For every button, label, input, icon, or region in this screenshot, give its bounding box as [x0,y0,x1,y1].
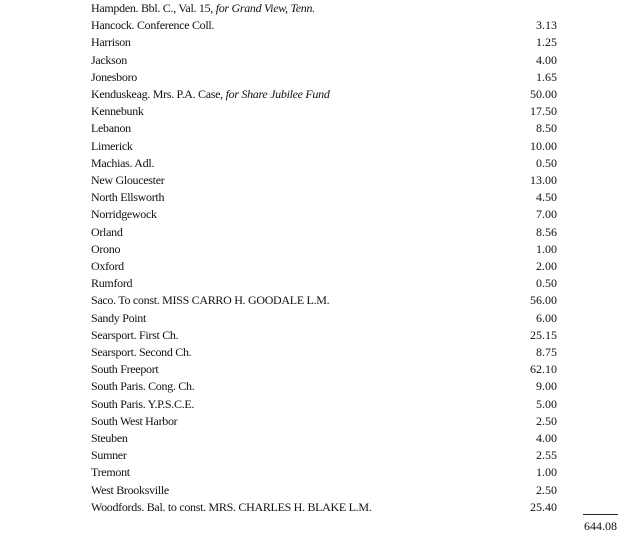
entry-label [91,52,127,69]
entry-name: Harrison [91,35,131,50]
entry-name: Jackson [91,52,127,67]
entry-name: Searsport. Second Ch. [91,345,192,359]
entry-amount: 8.56 [536,224,557,239]
ledger-total: 644.08 [584,519,617,533]
ledger-row [0,275,624,292]
entry-label [91,378,194,395]
entry-label [91,258,124,275]
entry-name: Oxford [91,259,124,273]
entry-name: Limerick [91,138,133,153]
entry-amount: 6.00 [536,310,557,325]
entry-label [91,327,178,344]
ledger-row [0,464,624,481]
entry-amount: 4.00 [536,431,557,445]
ledger-row [0,327,624,344]
entry-name: Norridgewock [91,207,157,222]
ledger-row [0,499,624,516]
entry-amount: 4.00 [536,52,557,67]
entry-label [91,275,132,292]
entry-name: South West Harbor [91,413,178,428]
ledger-row [0,138,624,155]
entry-name: Tremont [91,465,130,480]
entry-name: South Paris. Cong. Ch. [91,379,195,394]
entry-label [91,310,146,327]
entry-label [91,413,177,430]
entry-note: for Grand View, Tenn. [215,1,315,15]
ledger-row [0,172,624,189]
ledger-row [0,292,624,309]
entry-label [91,189,164,206]
entry-name: Hampden. Bbl. C., Val. 15, [91,1,216,15]
entry-name: Lebanon [91,121,131,136]
entry-label [91,103,144,120]
entry-amount: 0.50 [536,276,557,291]
ledger-row [0,52,624,69]
entry-amount: 62.10 [530,362,557,377]
ledger-row [0,396,624,413]
entry-label [91,361,158,378]
entry-name: Machias. Adl. [91,155,155,170]
entry-name: Searsport. First Ch. [91,327,179,342]
entry-name: Sandy Point [91,310,147,325]
ledger-row [0,361,624,378]
entry-amount: 2.50 [536,413,557,428]
entry-label [91,155,154,172]
entry-name: West Brooksville [91,482,169,497]
ledger-row [0,241,624,258]
entry-label [91,120,131,137]
entry-amount: 1.00 [536,241,557,256]
entry-note: for Share Jubilee Fund [225,87,330,101]
entry-amount: 5.00 [536,396,557,411]
entry-amount: 25.15 [530,327,557,342]
entry-name: Hancock. Conference Coll. [91,18,215,33]
entry-label [91,430,128,447]
entry-label [91,86,330,103]
entry-label [91,482,169,499]
entry-label [91,344,191,361]
ledger-row [0,258,624,275]
ledger-row [0,0,624,17]
ledger-row [0,344,624,361]
entry-label [91,34,131,51]
entry-amount: 50.00 [530,87,557,101]
entry-amount: 2.00 [536,259,557,273]
entry-amount: 8.75 [536,345,557,359]
entry-label [91,224,123,241]
ledger-row [0,155,624,172]
entry-name: New Gloucester [91,173,165,187]
ledger-row [0,482,624,499]
entry-label [91,69,137,86]
entry-name: Woodfords. Bal. to const. MRS. CHARLES H. BLAKE L.M. [91,499,372,514]
ledger-row [0,310,624,327]
ledger-row [0,17,624,34]
entry-name: Jonesboro [91,69,137,84]
entry-amount: 0.50 [536,155,557,170]
entry-amount: 3.13 [536,18,557,33]
entry-label [91,292,329,309]
entry-amount: 25.40 [530,499,557,514]
ledger-row [0,189,624,206]
ledger-row [0,224,624,241]
entry-label [91,206,157,223]
entry-name: Steuben [91,431,128,445]
entry-amount: 9.00 [536,379,557,394]
entry-label [91,0,315,17]
entry-label [91,464,130,481]
ledger-row [0,86,624,103]
entry-label [91,396,194,413]
entry-label [91,17,214,34]
entry-amount: 8.50 [536,121,557,136]
entry-amount: 10.00 [530,138,557,153]
entry-name: Orland [91,224,123,239]
entry-amount: 2.55 [536,448,557,463]
ledger-row [0,120,624,137]
entry-name: South Paris. Y.P.S.C.E. [91,396,195,411]
ledger-row [0,103,624,120]
entry-amount: 2.50 [536,482,557,497]
entry-name: Kenduskeag. Mrs. P.A. Case, [91,87,226,101]
ledger-row [0,206,624,223]
entry-name: Sumner [91,448,127,463]
entry-label [91,241,120,258]
entry-label [91,447,127,464]
entry-amount: 1.25 [536,35,557,50]
ledger-row [0,430,624,447]
ledger-row [0,69,624,86]
entry-amount: 17.50 [530,104,557,119]
entry-name: North Ellsworth [91,190,165,205]
entry-name: Saco. To const. MISS CARRO H. GOODALE L.M. [91,293,330,308]
ledger-row [0,34,624,51]
entry-amount: 1.65 [536,69,557,84]
entry-amount: 4.50 [536,190,557,205]
entry-name: South Freeport [91,362,159,377]
entry-label [91,499,371,516]
entry-name: Kennebunk [91,104,144,119]
entry-label [91,172,164,189]
entry-amount: 7.00 [536,207,557,222]
ledger-row [0,378,624,395]
ledger-row [0,447,624,464]
entry-amount: 13.00 [530,173,557,187]
entry-label [91,138,133,155]
entry-name: Rumford [91,276,133,291]
total-rule [583,514,618,515]
entry-amount: 56.00 [530,293,557,308]
entry-name: Orono [91,241,121,256]
entry-amount: 1.00 [536,465,557,480]
ledger-row [0,413,624,430]
